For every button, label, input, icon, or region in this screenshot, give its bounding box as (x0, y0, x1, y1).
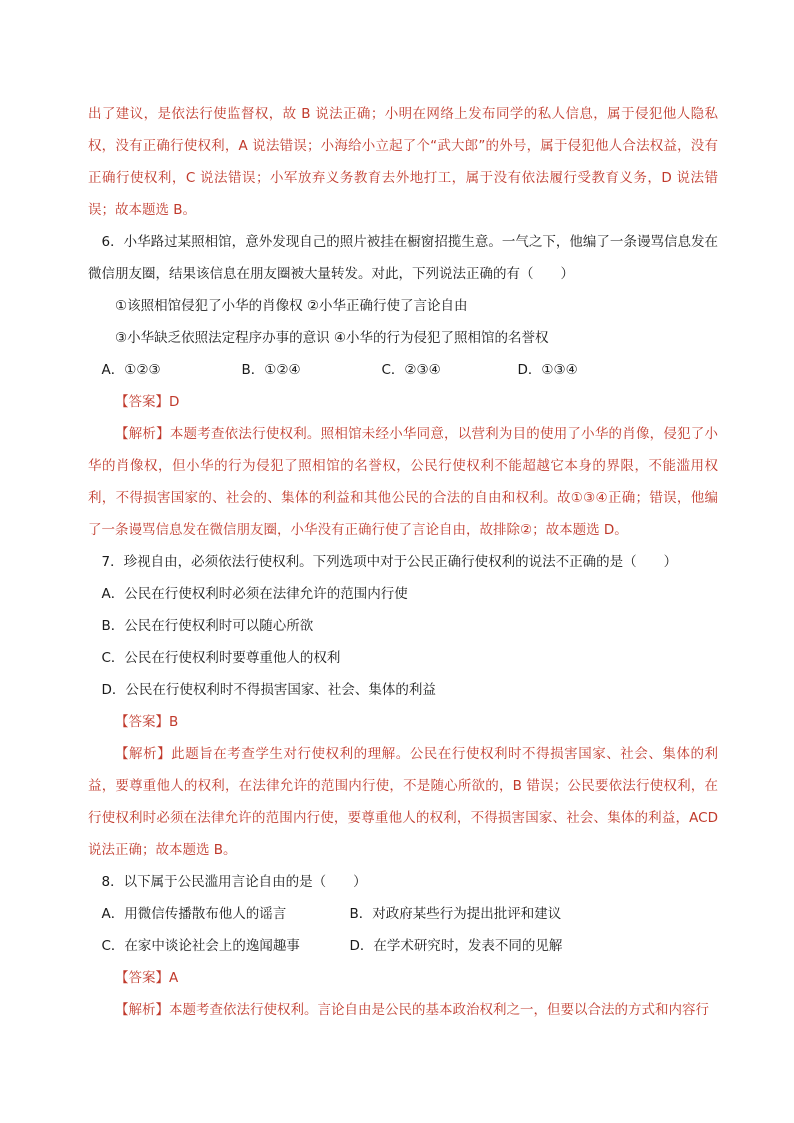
analysis-tag: 【解析】 (115, 426, 170, 442)
question-8-stem: 8．以下属于公民滥用言论自由的是（ ） (101, 874, 367, 890)
question-6-analysis (88, 418, 718, 546)
question-7-choice-b: B．公民在行使权利时可以随心所欲 (101, 618, 314, 634)
question-6-statements-2: ③小华缺乏依照法定程序办事的意识 ④小华的行为侵犯了照相馆的名誉权 (115, 330, 549, 346)
question-6-choice-c: C．②③④ (381, 362, 441, 378)
question-6-answer (88, 386, 718, 418)
question-8-choice-a: A．用微信传播散布他人的谣言 (101, 906, 287, 922)
question-6-choice-a: A．①②③ (101, 362, 161, 378)
answer-tag: 【答案】 (115, 714, 169, 730)
document-content (88, 98, 718, 1026)
analysis-text: 本题考查依法行使权利。言论自由是公民的基本政治权利之一，但要以合法的方式和内容行 (169, 1002, 709, 1018)
previous-analysis-continuation: 出了建议，是依法行使监督权，故 B 说法正确；小明在网络上发布同学的私人信息，属于侵犯他人隐私权，没有正确行使权利，A 说法错误；小海给小立起了个“武大郎”的外号，属于侵犯他人合法权益，没有正确行使权利，C 说法错误；小军放弃义务教育去外地打工，属于没有依法履行受教育义务，D 说法错误；故本题选 B。 (88, 106, 718, 218)
question-6-statements-1: ①该照相馆侵犯了小华的肖像权 ②小华正确行使了言论自由 (115, 298, 468, 314)
question-7-choice-d: D．公民在行使权利时不得损害国家、社会、集体的利益 (101, 682, 436, 698)
question-8-answer (88, 962, 718, 994)
question-6-choice-d: D．①③④ (517, 362, 578, 378)
question-8-analysis (88, 994, 718, 1026)
question-8-choice-b: B．对政府某些行为提出批评和建议 (349, 906, 562, 922)
analysis-text: 此题旨在考查学生对行使权利的理解。公民在行使权利时不得损害国家、社会、集体的利益，要尊重他人的权利，在法律允许的范围内行使，不是随心所欲的，B 错误；公民要依法行使权利，在行使权利时必须在法律允许的范围内行使，要尊重他人的权利，不得损害国家、社会、集体的利益，ACD 说法正确；故本题选 B。 (88, 746, 719, 858)
answer-value: B (169, 714, 179, 730)
question-7-choice-c: C．公民在行使权利时要尊重他人的权利 (101, 650, 341, 666)
question-8-choice-d: D．在学术研究时，发表不同的见解 (349, 938, 563, 954)
analysis-text: 本题考查依法行使权利。照相馆未经小华同意，以营利为目的使用了小华的肖像，侵犯了小华的肖像权，但小华的行为侵犯了照相馆的名誉权，公民行使权利不能超越它本身的界限，不能滥用权利，不得损害国家的、社会的、集体的利益和其他公民的合法的自由和权利。故①③④正确；错误，他编了一条谩骂信息发在微信朋友圈，小华没有正确行使了言论自由，故排除②；故本题选 D。 (88, 426, 719, 538)
answer-tag: 【答案】 (115, 394, 169, 410)
analysis-tag: 【解析】 (115, 746, 172, 762)
question-7-stem: 7．珍视自由，必须依法行使权利。下列选项中对于公民正确行使权利的说法不正确的是（ ） (101, 554, 678, 570)
question-7-answer (88, 706, 718, 738)
question-8-choice-c: C．在家中谈论社会上的逸闻趣事 (101, 938, 300, 954)
question-8-choices-row-1 (88, 898, 718, 930)
analysis-tag: 【解析】 (115, 1002, 169, 1018)
question-6-choices (88, 354, 718, 386)
answer-tag: 【答案】 (115, 970, 169, 986)
question-6-choice-b: B．①②④ (241, 362, 301, 378)
question-8-choices-row-2 (88, 930, 718, 962)
answer-value: A (169, 970, 179, 986)
question-7-analysis (88, 738, 718, 866)
answer-value: D (169, 394, 180, 410)
question-7-choice-a: A．公民在行使权利时必须在法律允许的范围内行使 (101, 586, 408, 602)
question-6-stem: 6．小华路过某照相馆，意外发现自己的照片被挂在橱窗招揽生意。一气之下，他编了一条谩骂信息发在微信朋友圈，结果该信息在朋友圈被大量转发。对此，下列说法正确的有（ ） (88, 234, 718, 282)
